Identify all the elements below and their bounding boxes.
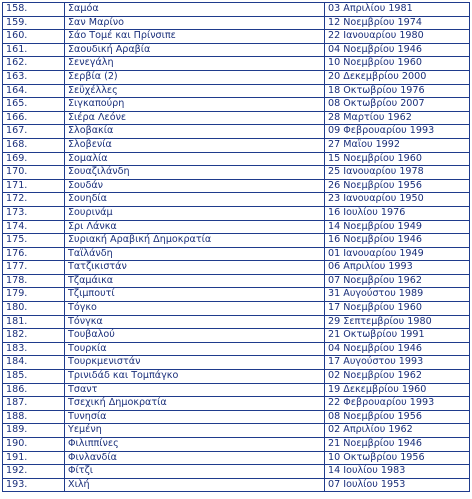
country-name: Σρι Λάνκα — [65, 220, 325, 234]
row-number: 159. — [3, 16, 65, 30]
table-row — [3, 424, 470, 438]
row-number: 181. — [3, 315, 65, 329]
admission-date: 17 Αυγούστου 1993 — [325, 356, 470, 370]
table-row — [3, 465, 470, 479]
admission-date: 17 Νοεμβρίου 1960 — [325, 302, 470, 316]
row-number: 176. — [3, 247, 65, 261]
row-number: 193. — [3, 478, 65, 492]
country-name: Σουηδία — [65, 193, 325, 207]
table-row — [3, 193, 470, 207]
table-row — [3, 16, 470, 30]
table-row — [3, 302, 470, 316]
admission-date: 08 Οκτωβρίου 2007 — [325, 98, 470, 112]
country-name: Σαμόα — [65, 3, 325, 17]
admission-date: 31 Αυγούστου 1989 — [325, 288, 470, 302]
country-name: Τυνησία — [65, 410, 325, 424]
table-row — [3, 30, 470, 44]
table-row — [3, 274, 470, 288]
row-number: 175. — [3, 234, 65, 248]
country-name: Σεϋχέλλες — [65, 84, 325, 98]
table-row — [3, 451, 470, 465]
admission-date: 02 Νοεμβρίου 1962 — [325, 370, 470, 384]
country-name: Σομαλία — [65, 152, 325, 166]
admission-date: 21 Οκτωβρίου 1991 — [325, 329, 470, 343]
country-name: Τζιμπουτί — [65, 288, 325, 302]
row-number: 189. — [3, 424, 65, 438]
country-name: Σιγκαπούρη — [65, 98, 325, 112]
admission-date: 14 Νοεμβρίου 1949 — [325, 220, 470, 234]
member-states-table — [2, 2, 470, 492]
table-row — [3, 179, 470, 193]
row-number: 180. — [3, 302, 65, 316]
table-row — [3, 138, 470, 152]
row-number: 167. — [3, 125, 65, 139]
country-name: Τσεχική Δημοκρατία — [65, 397, 325, 411]
row-number: 160. — [3, 30, 65, 44]
table-row — [3, 288, 470, 302]
admission-date: 16 Ιουλίου 1976 — [325, 206, 470, 220]
country-name: Υεμένη — [65, 424, 325, 438]
document-page — [2, 2, 469, 492]
admission-date: 10 Νοεμβρίου 1960 — [325, 57, 470, 71]
table-row — [3, 43, 470, 57]
table-row — [3, 111, 470, 125]
country-name: Τσαντ — [65, 383, 325, 397]
table-row — [3, 247, 470, 261]
admission-date: 20 Δεκεμβρίου 2000 — [325, 70, 470, 84]
country-name: Φινλανδία — [65, 451, 325, 465]
admission-date: 14 Ιουλίου 1983 — [325, 465, 470, 479]
table-row — [3, 370, 470, 384]
row-number: 191. — [3, 451, 65, 465]
country-name: Φιλιππίνες — [65, 438, 325, 452]
admission-date: 26 Νοεμβρίου 1956 — [325, 179, 470, 193]
row-number: 161. — [3, 43, 65, 57]
table-row — [3, 397, 470, 411]
table-row — [3, 57, 470, 71]
admission-date: 18 Οκτωβρίου 1976 — [325, 84, 470, 98]
country-name: Τατζικιστάν — [65, 261, 325, 275]
country-name: Σλοβακία — [65, 125, 325, 139]
country-name: Τουβαλού — [65, 329, 325, 343]
table-row — [3, 166, 470, 180]
country-name: Ταϊλάνδη — [65, 247, 325, 261]
row-number: 171. — [3, 179, 65, 193]
admission-date: 09 Φεβρουαρίου 1993 — [325, 125, 470, 139]
country-name: Τρινιδάδ και Τομπάγκο — [65, 370, 325, 384]
row-number: 184. — [3, 356, 65, 370]
row-number: 158. — [3, 3, 65, 17]
table-row — [3, 84, 470, 98]
admission-date: 22 Ιανουαρίου 1980 — [325, 30, 470, 44]
country-name: Τουρκμενιστάν — [65, 356, 325, 370]
country-name: Σενεγάλη — [65, 57, 325, 71]
row-number: 166. — [3, 111, 65, 125]
table-row — [3, 125, 470, 139]
admission-date: 07 Νοεμβρίου 1962 — [325, 274, 470, 288]
row-number: 169. — [3, 152, 65, 166]
admission-date: 12 Νοεμβρίου 1974 — [325, 16, 470, 30]
row-number: 186. — [3, 383, 65, 397]
row-number: 172. — [3, 193, 65, 207]
table-row — [3, 356, 470, 370]
country-name: Σουρινάμ — [65, 206, 325, 220]
admission-date: 07 Ιουλίου 1953 — [325, 478, 470, 492]
admission-date: 23 Ιανουαρίου 1950 — [325, 193, 470, 207]
country-name: Σαν Μαρίνο — [65, 16, 325, 30]
row-number: 163. — [3, 70, 65, 84]
admission-date: 06 Απριλίου 1993 — [325, 261, 470, 275]
country-name: Τουρκία — [65, 342, 325, 356]
country-name: Σαουδική Αραβία — [65, 43, 325, 57]
table-row — [3, 410, 470, 424]
table-row — [3, 438, 470, 452]
admission-date: 04 Νοεμβρίου 1946 — [325, 43, 470, 57]
country-name: Τόγκο — [65, 302, 325, 316]
admission-date: 04 Νοεμβρίου 1946 — [325, 342, 470, 356]
row-number: 188. — [3, 410, 65, 424]
country-name: Σουαζιλάνδη — [65, 166, 325, 180]
country-name: Χιλή — [65, 478, 325, 492]
row-number: 183. — [3, 342, 65, 356]
country-name: Σιέρα Λεόνε — [65, 111, 325, 125]
row-number: 162. — [3, 57, 65, 71]
country-name: Σλοβενία — [65, 138, 325, 152]
country-name: Τόνγκα — [65, 315, 325, 329]
table-row — [3, 478, 470, 492]
admission-date: 19 Δεκεμβρίου 1960 — [325, 383, 470, 397]
row-number: 177. — [3, 261, 65, 275]
row-number: 173. — [3, 206, 65, 220]
row-number: 168. — [3, 138, 65, 152]
table-row — [3, 70, 470, 84]
row-number: 179. — [3, 288, 65, 302]
table-row — [3, 98, 470, 112]
table-row — [3, 220, 470, 234]
row-number: 185. — [3, 370, 65, 384]
country-name: Φίτζι — [65, 465, 325, 479]
admission-date: 03 Απριλίου 1981 — [325, 3, 470, 17]
table-row — [3, 234, 470, 248]
admission-date: 29 Σεπτεμβρίου 1980 — [325, 315, 470, 329]
row-number: 164. — [3, 84, 65, 98]
table-body — [3, 3, 470, 492]
admission-date: 10 Οκτωβρίου 1956 — [325, 451, 470, 465]
admission-date: 21 Νοεμβρίου 1946 — [325, 438, 470, 452]
admission-date: 15 Νοεμβρίου 1960 — [325, 152, 470, 166]
row-number: 192. — [3, 465, 65, 479]
table-row — [3, 152, 470, 166]
admission-date: 08 Νοεμβρίου 1956 — [325, 410, 470, 424]
table-row — [3, 383, 470, 397]
admission-date: 27 Μαΐου 1992 — [325, 138, 470, 152]
country-name: Συριακή Αραβική Δημοκρατία — [65, 234, 325, 248]
admission-date: 25 Ιανουαρίου 1978 — [325, 166, 470, 180]
table-row — [3, 206, 470, 220]
admission-date: 28 Μαρτίου 1962 — [325, 111, 470, 125]
country-name: Σερβία (2) — [65, 70, 325, 84]
admission-date: 01 Ιανουαρίου 1949 — [325, 247, 470, 261]
country-name: Σάο Τομέ και Πρίνσιπε — [65, 30, 325, 44]
table-row — [3, 342, 470, 356]
admission-date: 16 Νοεμβρίου 1946 — [325, 234, 470, 248]
row-number: 170. — [3, 166, 65, 180]
admission-date: 02 Απριλίου 1962 — [325, 424, 470, 438]
row-number: 182. — [3, 329, 65, 343]
row-number: 178. — [3, 274, 65, 288]
country-name: Τζαμάικα — [65, 274, 325, 288]
table-row — [3, 329, 470, 343]
row-number: 190. — [3, 438, 65, 452]
row-number: 174. — [3, 220, 65, 234]
country-name: Σουδάν — [65, 179, 325, 193]
table-row — [3, 261, 470, 275]
row-number: 187. — [3, 397, 65, 411]
table-row — [3, 3, 470, 17]
admission-date: 22 Φεβρουαρίου 1993 — [325, 397, 470, 411]
row-number: 165. — [3, 98, 65, 112]
table-row — [3, 315, 470, 329]
